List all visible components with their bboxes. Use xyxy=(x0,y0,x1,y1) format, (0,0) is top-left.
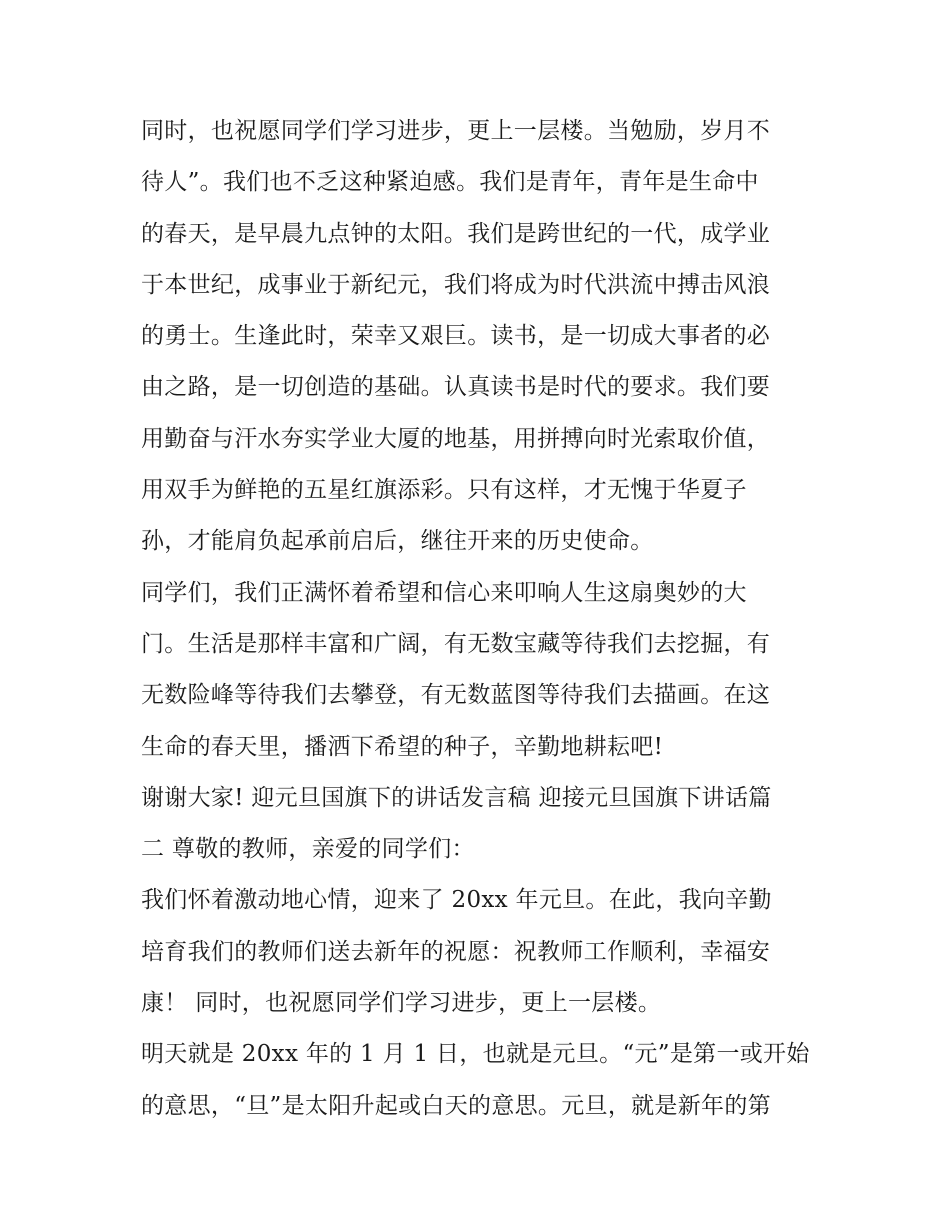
text-line: 的勇士。生逢此时，荣幸又艰巨。读书，是一切成大事者的必 xyxy=(141,323,771,350)
text-line: 用双手为鲜艳的五星红旗添彩。只有这样，才无愧于华夏子 xyxy=(141,477,747,504)
text-line: 的春天，是早晨九点钟的太阳。我们是跨世纪的一代，成学业 xyxy=(141,220,771,247)
text-line: 孙，才能肩负起承前启后，继往开来的历史使命。 xyxy=(141,528,654,555)
text-line: 二 尊敬的教师，亲爱的同学们： xyxy=(141,836,475,863)
text-line: 谢谢大家! 迎元旦国旗下的讲话发言稿 迎接元旦国旗下讲话篇 xyxy=(141,784,772,811)
text-line: 的意思，“旦”是太阳升起或白天的意思。元旦，就是新年的第 xyxy=(141,1092,771,1119)
text-line: 同时，也祝愿同学们学习进步，更上一层楼。当勉励，岁月不 xyxy=(141,118,771,144)
text-line: 门。生活是那样丰富和广阔，有无数宝藏等待我们去挖掘，有 xyxy=(141,630,771,657)
text-line: 待人”。我们也不乏这种紧迫感。我们是青年，青年是生命中 xyxy=(141,169,759,196)
text-line: 明天就是 20xx 年的 1 月 1 日，也就是元旦。“元”是第一或开始 xyxy=(141,1041,810,1068)
text-line: 我们怀着激动地心情，迎来了 20xx 年元旦。在此，我向辛勤 xyxy=(141,887,772,914)
text-line: 于本世纪，成事业于新纪元，我们将成为时代洪流中搏击风浪 xyxy=(141,271,771,298)
text-line: 由之路，是一切创造的基础。认真读书是时代的要求。我们要 xyxy=(141,374,771,401)
text-line: 用勤奋与汗水夯实学业大厦的地基，用拼搏向时光索取价值， xyxy=(141,425,771,452)
document-body xyxy=(141,106,821,1132)
text-line: 无数险峰等待我们去攀登，有无数蓝图等待我们去描画。在这 xyxy=(141,682,771,709)
text-line: 康！ 同时，也祝愿同学们学习进步，更上一层楼。 xyxy=(141,990,662,1017)
text-line: 培育我们的教师们送去新年的祝愿：祝教师工作顺利，幸福安 xyxy=(141,938,771,965)
text-line: 同学们，我们正满怀着希望和信心来叩响人生这扇奥妙的大 xyxy=(141,579,747,606)
text-line: 生命的春天里，播洒下希望的种子，辛勤地耕耘吧! xyxy=(141,733,664,760)
